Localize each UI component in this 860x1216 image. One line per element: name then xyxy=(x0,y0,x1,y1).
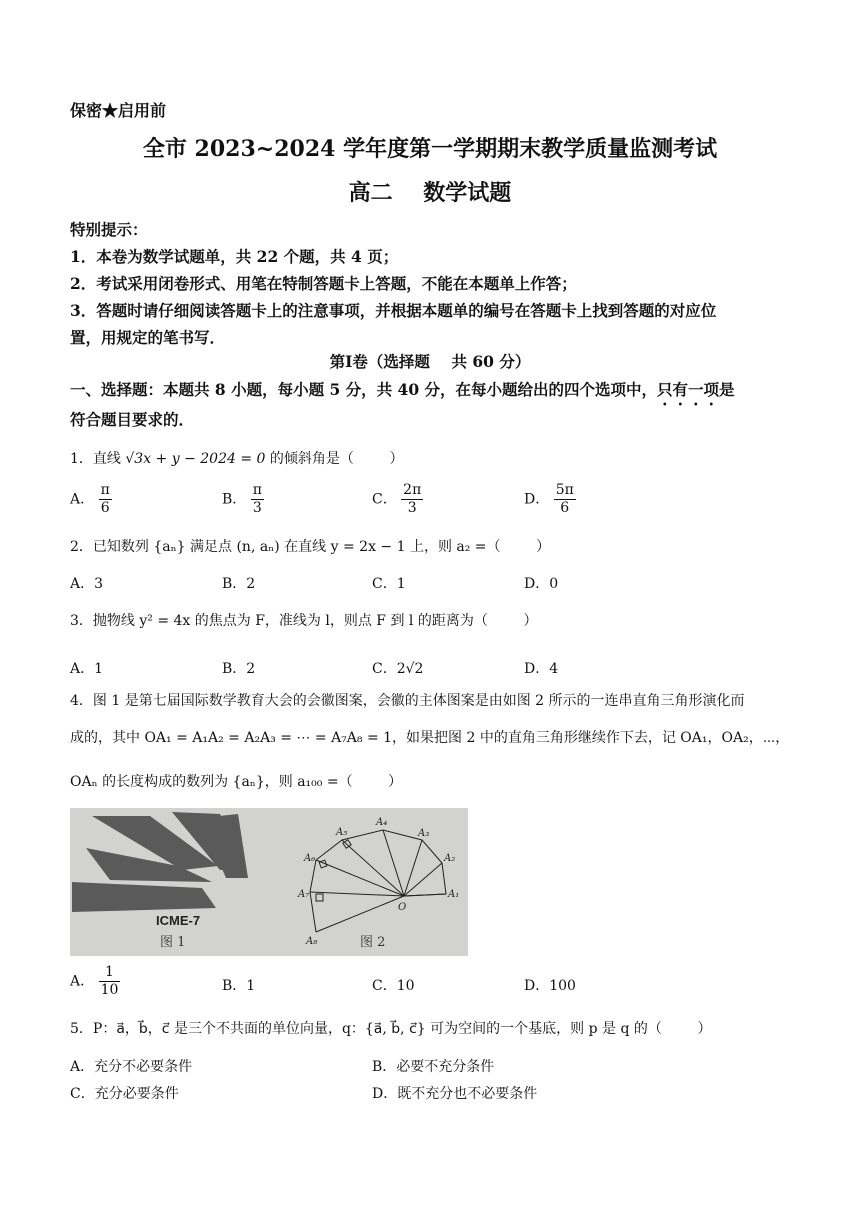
note-item: 置，用规定的笔书写． xyxy=(70,328,226,347)
notes-heading: 特别提示： xyxy=(70,220,148,239)
q5-option-b: B．必要不充分条件 xyxy=(372,1059,495,1075)
option-label: C． xyxy=(372,978,397,994)
fig1-caption: 图 1 xyxy=(160,935,186,950)
option-fraction xyxy=(251,482,264,517)
option-value: 1 xyxy=(246,978,256,994)
q2-option-d: D．0 xyxy=(524,576,559,592)
instructions-text: 一、选择题：本题共 8 小题，每小题 5 分，共 40 分，在每小题给出的四个选项中， xyxy=(70,380,658,399)
q4-option-c xyxy=(372,975,415,995)
q3-option-b: B．2 xyxy=(222,661,256,677)
q2-option-a: A．3 xyxy=(70,576,104,592)
label-A1: A₁ xyxy=(448,889,460,900)
question-3-stem: 3．抛物线 y² = 4x 的焦点为 F，准线为 l，则点 F 到 l 的距离为（ ） xyxy=(70,613,538,629)
numerator: π xyxy=(100,482,110,498)
question-5-stem: 5．P：a⃗，b⃗，c⃗ 是三个不共面的单位向量，q：{a⃗, b⃗, c⃗} 可为空间的一个基底，则 p 是 q 的（ ） xyxy=(70,1021,712,1037)
question-1-stem xyxy=(70,448,404,468)
q5-option-d: D．既不充分也不必要条件 xyxy=(372,1086,538,1102)
q2-option-c: C．1 xyxy=(372,576,406,592)
note-item: 1．本卷为数学试题单，共 22 个题，共 4 页； xyxy=(70,247,399,266)
instructions-text-end: 是 xyxy=(719,380,735,399)
icme-figure xyxy=(70,808,468,956)
option-label: D． xyxy=(524,491,550,508)
q1-option-b xyxy=(222,482,264,517)
option-value: 100 xyxy=(549,978,576,994)
q1-option-d xyxy=(524,482,576,517)
question-2-stem: 2．已知数列 {aₙ} 满足点 (n, aₙ) 在直线 y = 2x − 1 上，则 a₂ =（ ） xyxy=(70,539,551,555)
q1-option-a xyxy=(70,482,112,517)
q4-option-b xyxy=(222,975,255,995)
icme-figure-svg xyxy=(70,808,468,956)
logo-wedge xyxy=(72,882,216,912)
q1-stem-prefix: 1．直线 xyxy=(70,451,121,467)
option-label: C． xyxy=(372,491,397,508)
label-O: O xyxy=(398,902,407,913)
label-A5: A₅ xyxy=(336,827,348,838)
q5-option-c: C．充分必要条件 xyxy=(70,1086,179,1102)
q2-option-b: B．2 xyxy=(222,576,256,592)
q4-option-d xyxy=(524,975,576,995)
option-label: D． xyxy=(524,978,550,994)
spiral-outer-edge xyxy=(310,830,446,932)
denominator: 3 xyxy=(252,499,262,516)
q5-option-a: A．充分不必要条件 xyxy=(70,1059,193,1075)
option-label: B． xyxy=(222,978,247,994)
confidential-label: 保密★启用前 xyxy=(70,101,167,120)
emphasized-text: 只有一项 xyxy=(657,380,720,399)
spiral-diagram xyxy=(310,830,446,932)
segment-OA1 xyxy=(404,894,446,896)
label-A2: A₂ xyxy=(444,853,456,864)
right-angle-mark xyxy=(319,860,327,868)
section-title: 第Ⅰ卷（选择题 共 60 分） xyxy=(329,352,531,371)
denominator: 6 xyxy=(100,499,110,516)
exam-title: 全市 2023~2024 学年度第一学期期末教学质量监测考试 xyxy=(142,136,718,162)
option-fraction xyxy=(401,482,423,517)
segment-OA8 xyxy=(316,896,407,932)
spiral-labels xyxy=(297,817,459,947)
denominator: 10 xyxy=(100,981,119,998)
label-A4: A₄ xyxy=(376,817,388,828)
q3-option-a: A．1 xyxy=(70,661,104,677)
question-4-stem-line3: OAₙ 的长度构成的数列为 {aₙ}，则 a₁₀₀ =（ ） xyxy=(70,774,403,790)
denominator: 6 xyxy=(560,499,570,516)
q3-option-d: D．4 xyxy=(524,661,559,677)
numerator: π xyxy=(252,482,262,498)
note-item: 2．考试采用闭卷形式、用笔在特制答题卡上答题，不能在本题单上作答； xyxy=(70,274,577,293)
option-value: 10 xyxy=(396,978,415,994)
segment-OA7 xyxy=(310,892,404,896)
option-fraction xyxy=(99,964,121,999)
right-angle-mark xyxy=(316,894,323,901)
label-A3: A₃ xyxy=(418,828,430,839)
option-fraction xyxy=(554,482,576,517)
q1-option-c xyxy=(372,482,423,517)
option-fraction xyxy=(99,482,112,517)
option-label: A． xyxy=(70,491,95,508)
option-label: A． xyxy=(70,973,95,990)
q3-option-c: C．2√2 xyxy=(372,661,424,677)
label-A6: A₆ xyxy=(304,853,316,864)
q1-equation: √3x + y − 2024 = 0 xyxy=(125,451,266,467)
option-label: B． xyxy=(222,491,247,508)
section-instructions-line2: 符合题目要求的． xyxy=(70,410,195,429)
q1-stem-suffix: 的倾斜角是（ ） xyxy=(269,451,404,467)
logo-text: ICME-7 xyxy=(156,913,201,928)
section-instructions xyxy=(70,378,735,409)
q4-option-a xyxy=(70,964,120,999)
exam-subtitle: 高二 数学试题 xyxy=(348,180,512,206)
label-A8: A₈ xyxy=(306,936,318,947)
denominator: 3 xyxy=(407,499,417,516)
question-4-stem-line2: 成的，其中 OA₁ = A₁A₂ = A₂A₃ = ⋯ = A₇A₈ = 1，如果把图 2 中的直角三角形继续作下去，记 OA₁，OA₂，⋯， xyxy=(70,730,790,746)
numerator: 5π xyxy=(555,482,574,498)
icme-logo-wedges xyxy=(72,812,248,912)
question-4-stem-line1: 4．图 1 是第七届国际数学教育大会的会徽图案，会徽的主体图案是由如图 2 所示的一连串直角三角形演化而 xyxy=(70,693,745,709)
note-item: 3．答题时请仔细阅读答题卡上的注意事项，并根据本题单的编号在答题卡上找到答题的对应位 xyxy=(70,301,717,320)
segment-OA6 xyxy=(316,860,404,896)
fig2-caption: 图 2 xyxy=(360,935,386,950)
numerator: 2π xyxy=(403,482,422,498)
numerator: 1 xyxy=(99,964,121,982)
label-A7: A₇ xyxy=(298,889,310,900)
